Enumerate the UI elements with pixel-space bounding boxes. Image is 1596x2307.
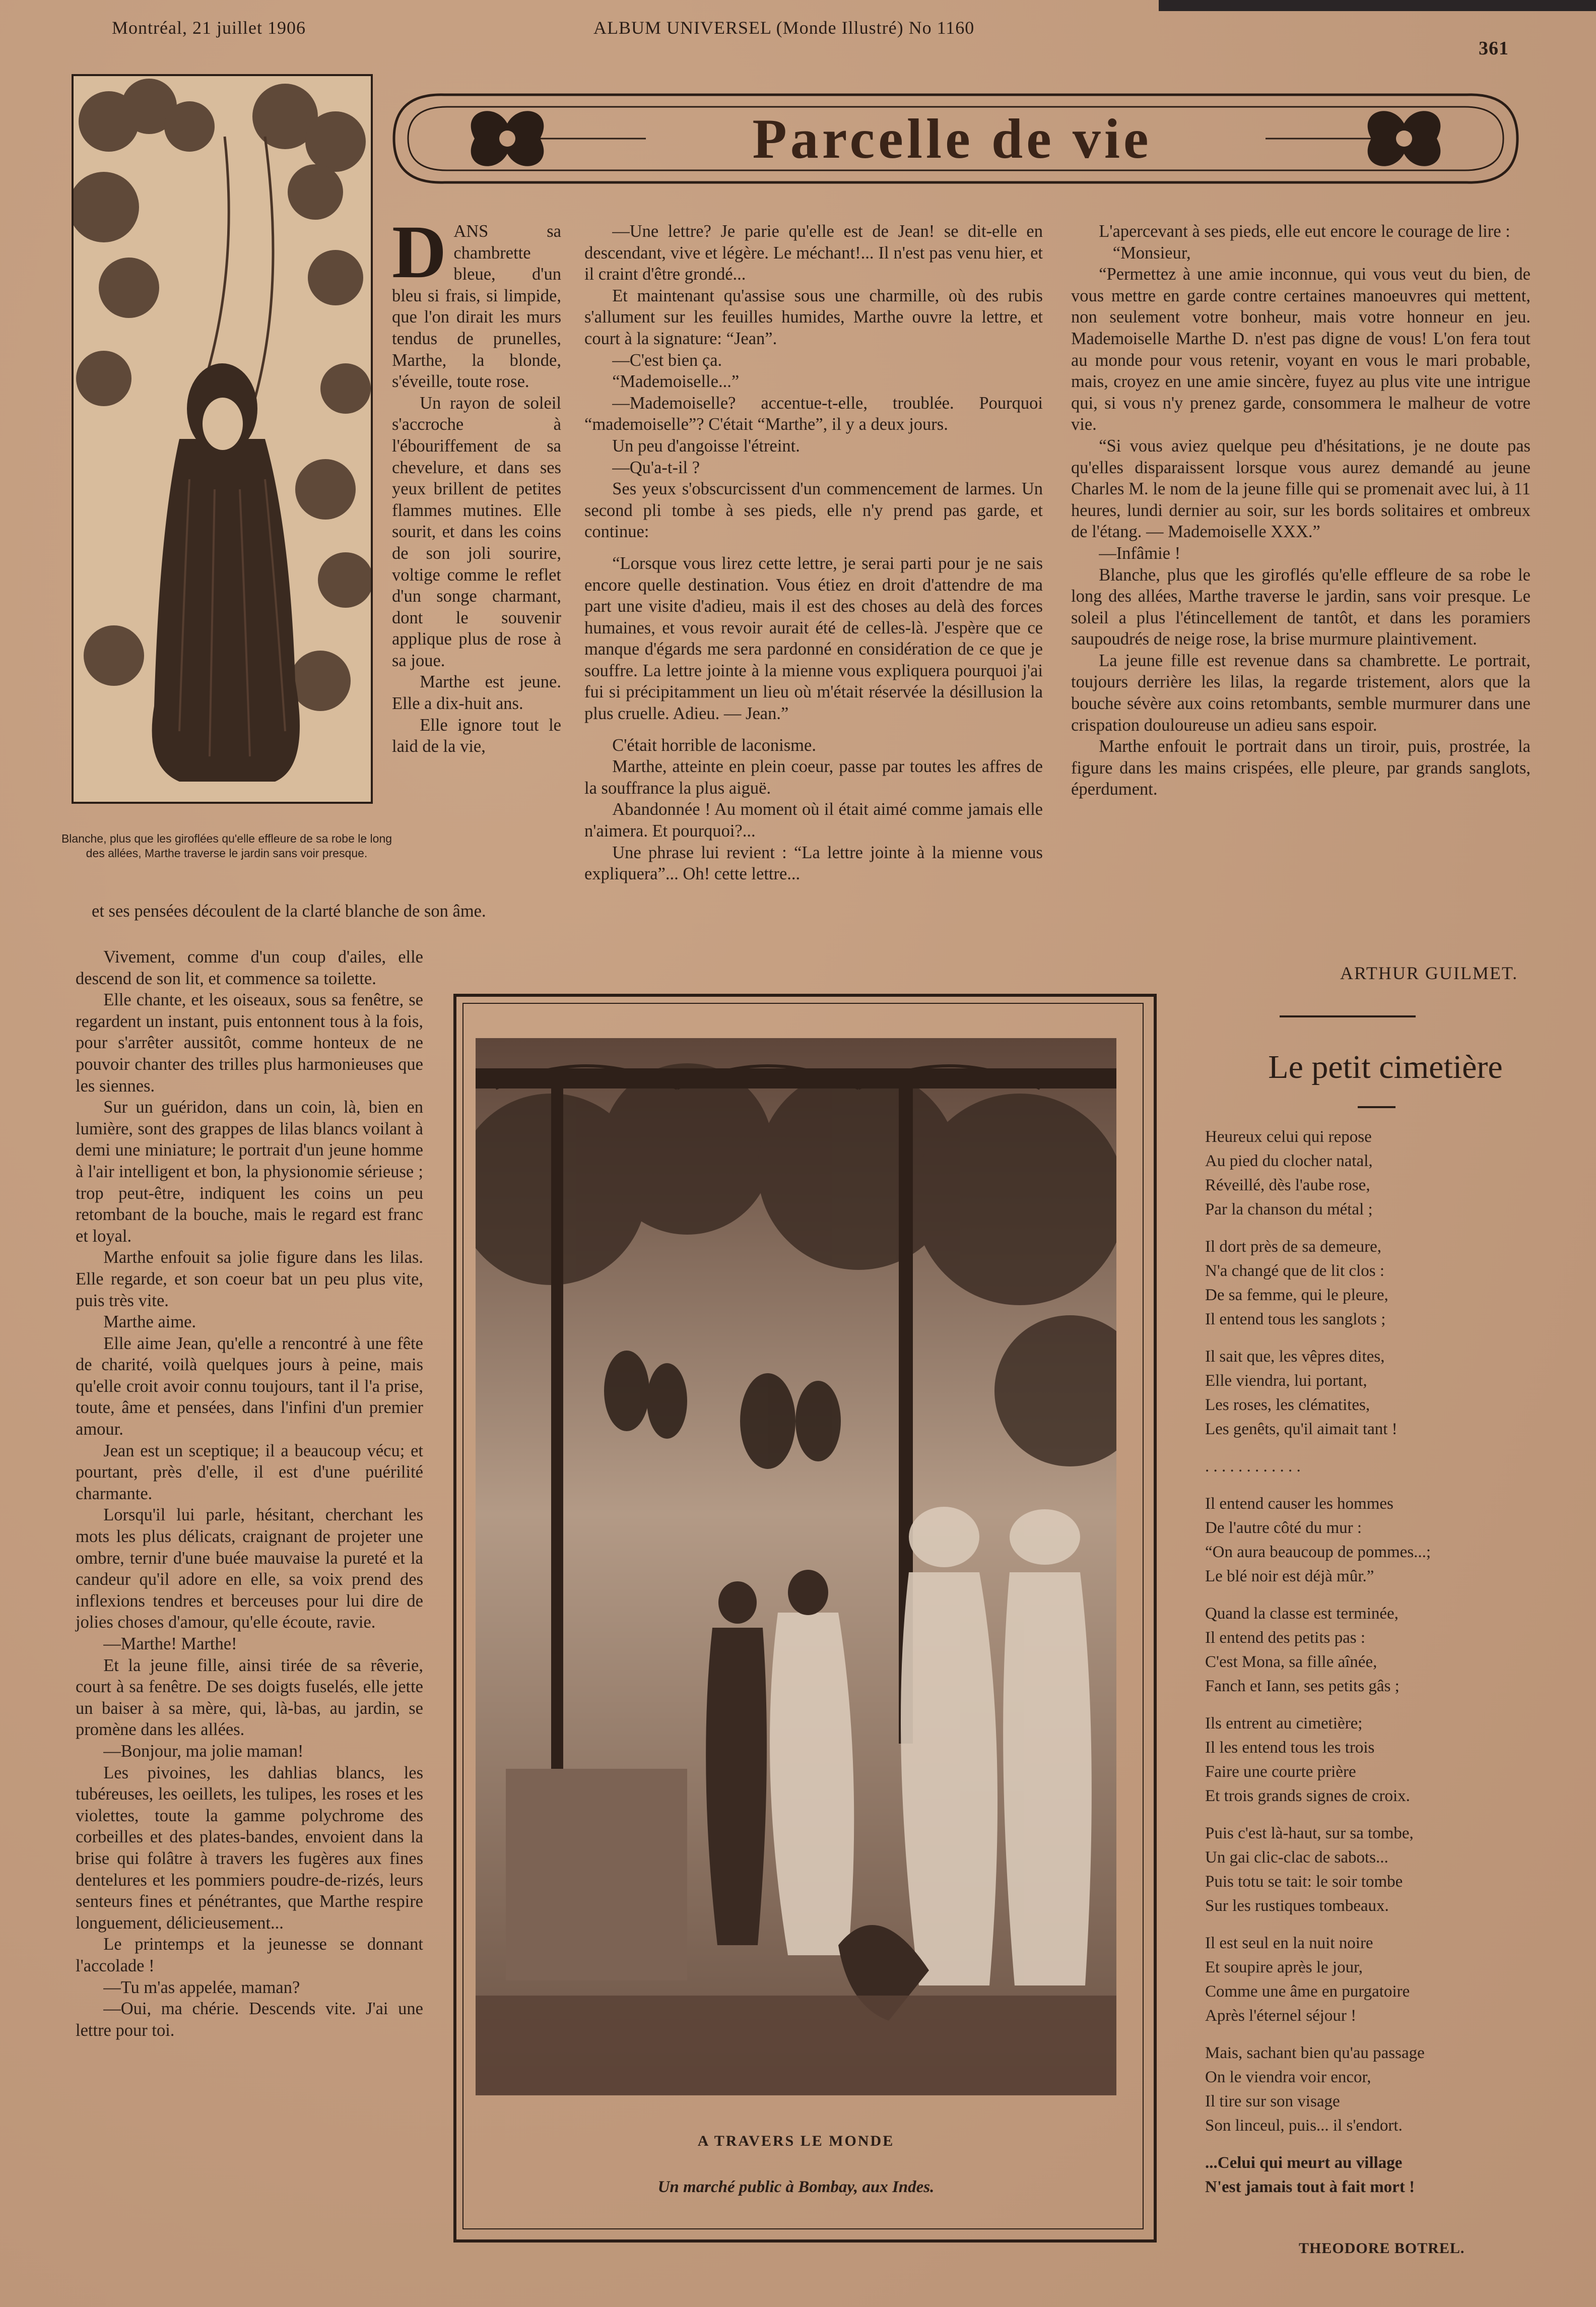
market-photograph — [476, 1038, 1116, 2095]
poem-line: Il tire sur son visage — [1205, 2092, 1340, 2110]
poem-line: Il dort près de sa demeure, — [1205, 1238, 1382, 1256]
paragraph: Marthe, atteinte en plein coeur, passe par toutes les affres de la souffrance la plus aiguë. — [584, 757, 1043, 798]
paragraph: —C'est bien ça. — [612, 350, 722, 370]
quoted-letter: “Permettez à une amie inconnue, qui vous veut du bien, de vous mettre en garde contre certaines manoeuvres qui mettent, non seulement votre bonheur, mais votre honneur en jeu. Mademoiselle Marthe D. n'est pas digne de vous! L'on fera tout au monde pour vous retenir, voyant en vous le mari probable, mais, croyez en une amie sincère, fuyez au plus vite une intrigue qui, si vous n'y prenez garde, consommera le malheur de votre vie. — [1071, 265, 1531, 434]
poem-line: Les roses, les clématites, — [1205, 1396, 1370, 1414]
poem-line: Sur les rustiques tombeaux. — [1205, 1897, 1389, 1915]
paragraph: —Mademoiselle? accentue-t-elle, troublée. Pourquoi “mademoiselle”? C'était “Marthe”, il y a deux jours. — [584, 393, 1043, 434]
poem-stanza — [1205, 1711, 1593, 1808]
poem-stanza — [1205, 1601, 1593, 1698]
poem-line: Il entend causer les hommes — [1205, 1495, 1393, 1513]
paragraph: “Mademoiselle...” — [612, 372, 740, 392]
paragraph: Lorsqu'il lui parle, hésitant, cherchant les mots les plus délicats, craignant de projeter une ombre, ternir d'une buée mauvaise la pureté et la candeur qu'il adore en elle, sa voix prend des inflexions tendres et berceuses pour lui dire de jolies choses d'amour, qu'elle écoute, ravie. — [76, 1505, 423, 1632]
paragraph: —Une lettre? Je parie qu'elle est de Jean! se dit-elle en descendant, vive et légère. Le méchant!... Il n'est pas venu hier, et il craint d'être grondé... — [584, 222, 1043, 284]
poem-line: Son linceul, puis... il s'endort. — [1205, 2117, 1403, 2135]
paragraph: —Infâmie ! — [1099, 543, 1181, 563]
poem-line: Comme une âme en purgatoire — [1205, 1982, 1410, 2001]
poem-line: Il les entend tous les trois — [1205, 1739, 1375, 1757]
drop-cap: D — [392, 210, 447, 294]
header-publication: ALBUM UNIVERSEL (Monde Illustré) No 1160 — [593, 18, 975, 38]
poem-line: Et trois grands signes de croix. — [1205, 1787, 1410, 1805]
paragraph: C'était horrible de laconisme. — [612, 735, 816, 755]
poem-line: Il entend tous les sanglots ; — [1205, 1310, 1386, 1328]
poem-line: Au pied du clocher natal, — [1205, 1152, 1373, 1170]
poem-line: Réveillé, dès l'aube rose, — [1205, 1176, 1370, 1194]
paragraph: Ses yeux s'obscurcissent d'un commencement de larmes. Un second pli tombe à ses pieds, elle n'y prend pas garde, et continue: — [584, 479, 1043, 542]
paragraph: Et maintenant qu'assise sous une charmille, où des rubis s'allument sur les feuilles humides, Marthe ouvre la lettre, et court à la signature: “Jean”. — [584, 286, 1043, 348]
paragraph: Un peu d'angoisse l'étreint. — [612, 436, 800, 456]
scan-border — [1159, 0, 1596, 11]
article-signature: ARTHUR GUILMET. — [1340, 963, 1518, 983]
poem-stanza — [1205, 2041, 1593, 2138]
poem-line: Il sait que, les vêpres dites, — [1205, 1348, 1385, 1366]
poem-line: Et soupire après le jour, — [1205, 1958, 1363, 1976]
poem-title: Le petit cimetière — [1268, 1049, 1503, 1085]
poem-line: De sa femme, qui le pleure, — [1205, 1286, 1388, 1304]
poem-stanza — [1205, 2151, 1593, 2199]
article-title: Parcelle de vie — [752, 108, 1152, 170]
paragraph: Marthe enfouit sa jolie figure dans les lilas. Elle regarde, et son coeur bat un peu plus vite, puis très vite. — [76, 1248, 423, 1310]
paragraph: Elle chante, et les oiseaux, sous sa fenêtre, se regardent un instant, puis entonnent tous à la fois, pour s'arrêter aussitôt, comme honteux de ne pouvoir chanter des trilles plus harmonieuses que les siennes. — [76, 990, 423, 1096]
poem-line: N'est jamais tout à fait mort ! — [1205, 2178, 1415, 2196]
paragraph: Sur un guéridon, dans un coin, là, bien en lumière, sont des grappes de lilas blancs voilant à demi une miniature; le portrait d'un jeune homme à l'air intelligent et bon, la physionomie sérieuse ; trop peut-être, indiquent les coins un peu retombant de la bouche, mais le regard est franc et loyal. — [76, 1098, 423, 1246]
article-column-1-lower — [76, 946, 423, 2041]
poem-line: Après l'éternel séjour ! — [1205, 2007, 1357, 2025]
photo-caption-title: A TRAVERS LE MONDE — [697, 2133, 895, 2149]
paragraph: —Oui, ma chérie. Descends vite. J'ai une lettre pour toi. — [76, 1999, 423, 2040]
photo-caption-subtitle: Un marché public à Bombay, aux Indes. — [657, 2178, 935, 2196]
poem-line: Puis c'est là-haut, sur sa tombe, — [1205, 1824, 1414, 1842]
header-date: Montréal, 21 juillet 1906 — [112, 18, 306, 38]
paragraph: Le printemps et la jeunesse se donnant l'accolade ! — [76, 1935, 423, 1975]
poem-line: Fanch et Iann, ses petits gâs ; — [1205, 1677, 1400, 1695]
poem-line: Les genêts, qu'il aimait tant ! — [1205, 1420, 1398, 1438]
poem-line: Mais, sachant bien qu'au passage — [1205, 2044, 1425, 2062]
poem-line: Le blé noir est déjà mûr.” — [1205, 1567, 1374, 1585]
poem-stanza — [1205, 1821, 1593, 1918]
poem-stanza — [1205, 1344, 1593, 1441]
poem-line: . . . . . . . . . . . . — [1205, 1457, 1301, 1476]
article-column-2 — [584, 221, 1043, 885]
poem-line: Par la chanson du métal ; — [1205, 1200, 1373, 1219]
paragraph: Une phrase lui revient : “La lettre jointe à la mienne vous expliquera”... Oh! cette lettre... — [584, 843, 1043, 884]
page-number: 361 — [1479, 38, 1509, 59]
paragraph: —Tu m'as appelée, maman? — [103, 1977, 300, 1997]
quoted-letter: “Si vous aviez quelque peu d'hésitations, je ne doute pas qu'elles disparaissent lorsque vous aurez demandé au jeune Charles M. le nom de la jeune fille qui se promenait avec lui, à 11 heures, lundi dernier au soir, sur les bords solitaires et ombreux de l'étang. — Mademoiselle XXX.” — [1071, 436, 1531, 542]
poem-signature: THEODORE BOTREL. — [1299, 2240, 1465, 2257]
poem-line: Quand la classe est terminée, — [1205, 1605, 1399, 1623]
poem-line: Faire une courte prière — [1205, 1763, 1356, 1781]
article-column-1-top — [392, 210, 561, 757]
poem-line: Un gai clic-clac de sabots... — [1205, 1848, 1388, 1867]
article-column-1-span — [92, 901, 565, 922]
paragraph: Abandonnée ! Au moment où il était aimé comme jamais elle n'aimera. Et pourquoi?... — [584, 800, 1043, 841]
paragraph: et ses pensées découlent de la clarté blanche de son âme. — [92, 902, 486, 921]
paragraph: Un rayon de soleil s'accroche à l'ébouriffement de sa chevelure, et dans ses yeux brillent de petites flammes mutines. Elle sourit, et dans les coins de son joli sourire, voltige comme le reflet d'un songe charmant, dont le souvenir applique plus de rose à sa joue. — [392, 393, 561, 670]
poem-line: Heureux celui qui repose — [1205, 1128, 1372, 1146]
article-column-3 — [1071, 221, 1531, 800]
poem-body — [1205, 1125, 1593, 2212]
quoted-letter: “Lorsque vous lirez cette lettre, je serai parti pour je ne sais encore quelle destination. Vous étiez en droit d'attendre de ma part une visite d'adieu, mais il est des choses au delà des forces humaines, et vous revoir aurait été de celles-là. J'espère que ce manque d'égards me sera pardonné en considération de ce que je souffre. La lettre jointe à la mienne vous expliquera pourquoi j'ai fui si précipitamment un lieu où m'était réservée la désillusion la plus cruelle. Adieu. — Jean.” — [584, 553, 1043, 724]
poem-line: ...Celui qui meurt au village — [1205, 2154, 1403, 2172]
divider — [1358, 1106, 1395, 1108]
paragraph: —Marthe! Marthe! — [103, 1634, 237, 1653]
poem-line: Elle viendra, lui portant, — [1205, 1372, 1367, 1390]
poem-line: De l'autre côté du mur : — [1205, 1519, 1362, 1537]
paragraph: Blanche, plus que les giroflés qu'elle effleure de sa robe le long des allées, Marthe traverse le jardin, sans voir presque. Le soleil a plus l'étincellement de tantôt, et dans les poramiers saupoudrés de neige rose, la brise murmure plaintivement. — [1071, 565, 1531, 649]
paragraph: —Bonjour, ma jolie maman! — [103, 1741, 304, 1761]
poem-line: On le viendra voir encor, — [1205, 2068, 1371, 2086]
paragraph: Jean est un sceptique; il a beaucoup vécu; et pourtant, près d'elle, il est d'une puérilité charmante. — [76, 1441, 423, 1503]
paragraph: Marthe enfouit le portrait dans un tiroir, puis, prostrée, la figure dans les mains crispées, elle pleure, par grands sanglots, éperdument. — [1071, 737, 1531, 799]
poem-line: Puis totu se tait: le soir tombe — [1205, 1873, 1403, 1891]
paragraph: Marthe est jeune. Elle a dix-huit ans. — [392, 672, 561, 714]
poem-ellipsis — [1205, 1454, 1593, 1479]
paragraph: Elle aime Jean, qu'elle a rencontré à une fête de charité, voilà quelques jours à peine, mais qu'elle croit avoir connu toujours, tant il l'a prise, toute, âme et pensées, dans l'infini d'un premier amour. — [76, 1333, 423, 1439]
poem-line: Ils entrent au cimetière; — [1205, 1714, 1363, 1733]
poem-stanza — [1205, 1492, 1593, 1588]
paragraph: L'apercevant à ses pieds, elle eut encore le courage de lire : — [1099, 222, 1510, 241]
poem-stanza — [1205, 1235, 1593, 1331]
poem-line: Il est seul en la nuit noire — [1205, 1934, 1373, 1952]
paragraph: Elle ignore tout le laid de la vie, — [392, 715, 561, 756]
garden-illustration — [72, 74, 373, 804]
paragraph: “Monsieur, — [1112, 243, 1191, 263]
illustration-caption: Blanche, plus que les giroflées qu'elle effleure de sa robe le long des allées, Marthe traverse le jardin sans voir presque. — [61, 832, 392, 860]
paragraph: Marthe aime. — [103, 1312, 196, 1332]
paragraph: Et la jeune fille, ainsi tirée de sa rêverie, court à sa fenêtre. De ses doigts fuselés, elle jette un baiser à sa mère, qui, là-bas, au jardin, se promène dans les allées. — [76, 1655, 423, 1740]
poem-line: “On aura beaucoup de pommes...; — [1205, 1543, 1431, 1561]
paragraph: ANS sa chambrette bleue, d'un bleu si frais, si limpide, que l'on dirait les murs tendus de prunelles, Marthe, la blonde, s'éveille, toute rose. — [392, 222, 561, 392]
paragraph: La jeune fille est revenue dans sa chambrette. Le portrait, toujours derrière les lilas, la regarde tristement, alors que la bouche sévère aux coins retombants, semble murmurer dans une crispation douloureuse un adieu sans espoir. — [1071, 651, 1531, 735]
paragraph: Vivement, comme d'un coup d'ailes, elle descend de son lit, et commence sa toilette. — [76, 947, 423, 988]
poem-line: C'est Mona, sa fille aînée, — [1205, 1653, 1377, 1671]
poem-line: Il entend des petits pas : — [1205, 1629, 1366, 1647]
divider — [1280, 1015, 1416, 1017]
poem-line: N'a changé que de lit clos : — [1205, 1262, 1384, 1280]
poem-stanza — [1205, 1125, 1593, 1222]
paragraph: —Qu'a-t-il ? — [612, 458, 700, 477]
paragraph: Les pivoines, les dahlias blancs, les tubéreuses, les oeillets, les tulipes, les roses et les violettes, toute la gamme polychrome des corbeilles et des plates-bandes, envoient dans la brise qui folâtre à travers les fugères aux fines dentelures et les pommiers poudre-de-rizés, leurs senteurs fines et pénétrantes, que Marthe respire longuement, délicieusement... — [76, 1763, 423, 1933]
poem-stanza — [1205, 1931, 1593, 2028]
